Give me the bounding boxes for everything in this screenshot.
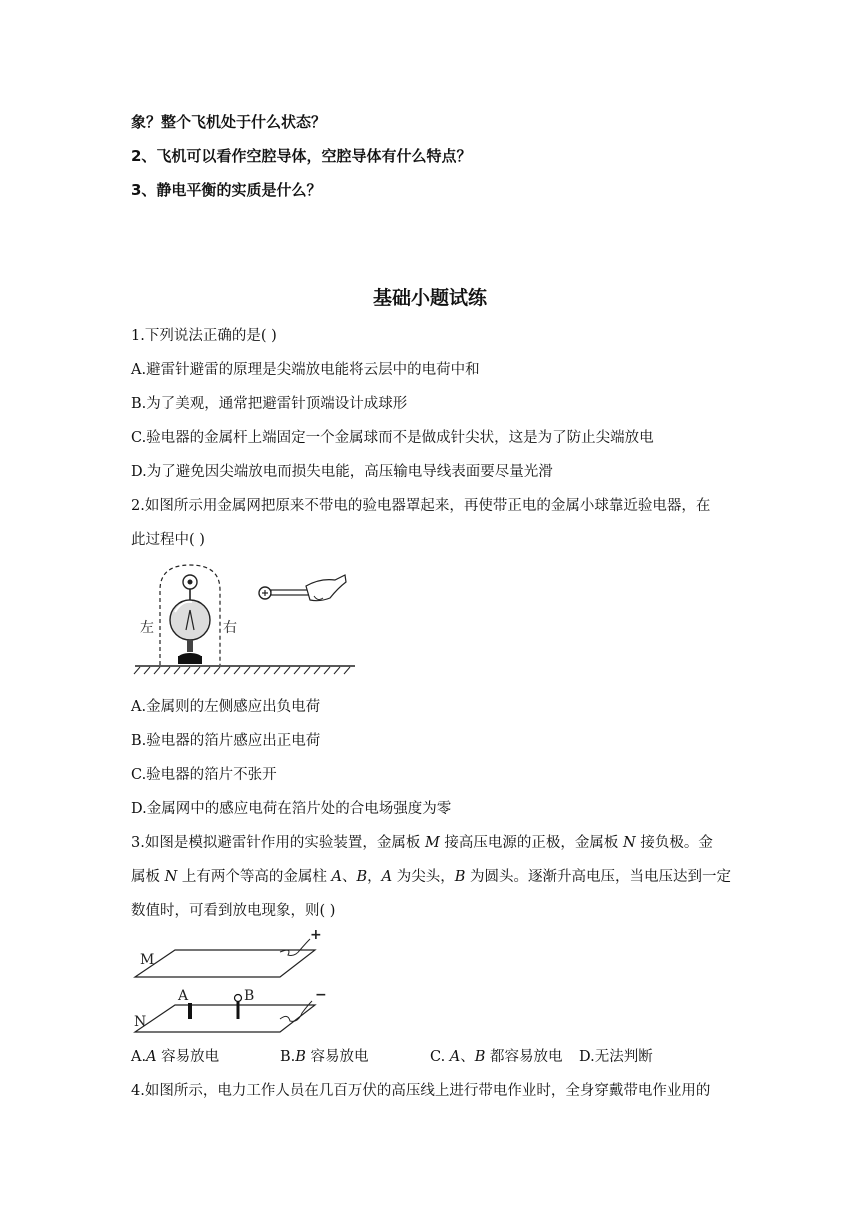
figure3-label-b: B (244, 988, 255, 1004)
figure3-label-m: M (140, 952, 155, 968)
q3-stem-line3: 数值时，可看到放电现象，则( ) (131, 903, 336, 919)
q3-option-c: C. A、B 都容易放电 (430, 1049, 563, 1065)
q1-stem: 1.下列说法正确的是( ) (131, 328, 277, 344)
lightning-rod-plates-figure (130, 925, 340, 1043)
figure2-label-left: 左 (140, 620, 154, 636)
q1-option-c: C.验电器的金属杆上端固定一个金属球而不是做成针尖状，这是为了防止尖端放电 (131, 430, 654, 446)
q1-option-d: D.为了避免因尖端放电而损失电能，高压输电导线表面要尽量光滑 (131, 464, 553, 480)
q2-option-a: A.金属则的左侧感应出负电荷 (131, 699, 321, 715)
q3-option-b: B.B 容易放电 (280, 1049, 369, 1065)
discussion-q1-tail: 象？整个飞机处于什么状态？ (131, 113, 327, 131)
figure3-label-a: A (178, 988, 189, 1004)
q2-option-d: D.金属网中的感应电荷在箔片处的合电场强度为零 (131, 801, 452, 817)
q3-option-d: D.无法判断 (579, 1049, 653, 1065)
q3-stem-line2: 属板 N 上有两个等高的金属柱 A、B，A 为尖头，B 为圆头。逐渐升高电压，当电压达到一定 (131, 869, 732, 885)
section-title: 基础小题试练 (372, 287, 487, 309)
figure3-label-minus: − (315, 987, 327, 1003)
q2-option-c: C.验电器的箔片不张开 (131, 767, 277, 783)
q3-option-a: A.A 容易放电 (131, 1049, 220, 1065)
discussion-q2: 2、飞机可以看作空腔导体，空腔导体有什么特点？ (131, 147, 472, 165)
q2-stem-line1: 2.如图所示用金属网把原来不带电的验电器罩起来，再使带正电的金属小球靠近验电器，在 (131, 498, 711, 514)
q4-stem-line1: 4.如图所示，电力工作人员在几百万伏的高压线上进行带电作业时，全身穿戴带电作业用的 (131, 1083, 711, 1099)
figure3-label-n: N (134, 1014, 147, 1030)
q2-stem-line2: 此过程中( ) (131, 532, 205, 548)
q1-option-b: B.为了美观，通常把避雷针顶端设计成球形 (131, 396, 408, 412)
figure3-label-plus: + (310, 927, 322, 943)
electroscope-cage-figure (130, 560, 360, 680)
q1-option-a: A.避雷针避雷的原理是尖端放电能将云层中的电荷中和 (131, 362, 480, 378)
q3-stem-line1: 3.如图是模拟避雷针作用的实验装置，金属板 M 接高压电源的正极，金属板 N 接负极。金 (131, 835, 713, 851)
discussion-q3: 3、静电平衡的实质是什么？ (131, 181, 322, 199)
q2-option-b: B.验电器的箔片感应出正电荷 (131, 733, 321, 749)
figure2-label-right: 右 (223, 620, 237, 636)
